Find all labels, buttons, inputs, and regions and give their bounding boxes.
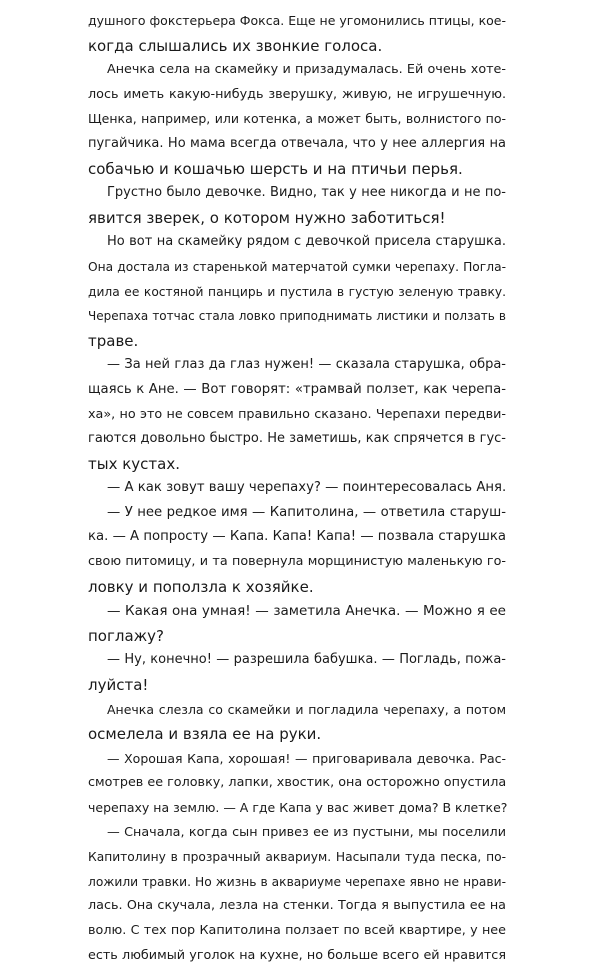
- text-line: — У нее редкое имя — Капитолина, — ответила старуш-: [107, 504, 506, 520]
- text-line: гаются довольно быстро. Не заметишь, как спрячется в гус-: [88, 431, 506, 447]
- text-line: ка. — А попросту — Капа. Капа! Капа! — позвала старушка: [88, 529, 506, 545]
- text-line: щаясь к Ане. — Вот говорят: «трамвай ползет, как черепа-: [88, 381, 506, 397]
- text-line: когда слышались их звонкие голоса.: [88, 36, 383, 55]
- text-line: Но вот на скамейку рядом с девочкой присела старушка.: [107, 234, 506, 250]
- text-line: — Ну, конечно! — разрешила бабушка. — Погладь, пожа-: [107, 652, 506, 668]
- text-line: есть любимый уголок на кухне, но больше всего ей нравится: [88, 947, 506, 963]
- text-line: душного фокстерьера Фокса. Еще не угомонились птицы, кое-: [88, 13, 506, 28]
- text-line: Щенка, например, или котенка, а может быть, волнистого по-: [88, 111, 506, 127]
- text-line: явится зверек, о котором нужно заботиться!: [88, 208, 446, 227]
- text-line: ложили травки. Но жизнь в аквариуме черепахе явно не нрави-: [88, 874, 506, 889]
- text-line: луйста!: [88, 676, 149, 695]
- text-line: траве.: [88, 331, 139, 350]
- text-line: Грустно было девочке. Видно, так у нее никогда и не по-: [107, 185, 506, 201]
- story-text: [88, 9, 506, 968]
- text-line: собачью и кошачью шерсть и на птичьи перья.: [88, 159, 463, 178]
- text-line: Анечка слезла со скамейки и погладила черепаху, а потом: [107, 701, 506, 717]
- text-line: ха», но это не совсем правильно сказано. Черепахи передви-: [88, 406, 506, 422]
- text-line: поглажу?: [88, 626, 164, 645]
- text-line: дила ее костяной панцирь и пустила в густую зеленую травку.: [88, 284, 506, 299]
- text-line: черепаху на землю. — А где Капа у вас живет дома? В клетке?: [88, 800, 508, 815]
- text-line: Она достала из старенькой матерчатой сумки черепаху. Погла-: [88, 259, 506, 274]
- text-line: ловку и поползла к хозяйке.: [88, 577, 314, 596]
- text-line: — Сначала, когда сын привез ее из пустыни, мы поселили: [107, 824, 506, 840]
- text-line: свою питомицу, и та повернула морщинистую маленькую го-: [88, 554, 506, 570]
- text-line: тых кустах.: [88, 454, 180, 473]
- text-line: пугайчика. Но мама всегда отвечала, что у нее аллергия на: [88, 135, 506, 151]
- text-line: осмелела и взяла ее на руки.: [88, 725, 322, 744]
- text-line: лось иметь какую-нибудь зверушку, живую, не игрушечную.: [88, 86, 506, 102]
- text-line: — Какая она умная! — заметила Анечка. — Можно я ее: [107, 603, 506, 620]
- text-line: — Хорошая Капа, хорошая! — приговаривала девочка. Рас-: [107, 750, 506, 766]
- text-line: — А как зовут вашу черепаху? — поинтересовалась Аня.: [107, 480, 507, 496]
- text-line: — За ней глаз да глаз нужен! — сказала старушка, обра-: [107, 357, 506, 373]
- text-line: Анечка села на скамейку и призадумалась. Ей очень хоте-: [107, 62, 506, 78]
- text-line: Черепаха тотчас стала ловко приподнимать листики и ползать в: [88, 309, 506, 324]
- text-line: смотрев ее головку, лапки, хвостик, она осторожно опустила: [88, 775, 507, 791]
- text-line: лась. Она скучала, лезла на стенки. Тогда я выпустила ее на: [88, 898, 506, 914]
- text-line: волю. С тех пор Капитолина ползает по всей квартире, у нее: [88, 922, 506, 938]
- text-line: Капитолину в прозрачный аквариум. Насыпали туда песка, по-: [88, 850, 506, 865]
